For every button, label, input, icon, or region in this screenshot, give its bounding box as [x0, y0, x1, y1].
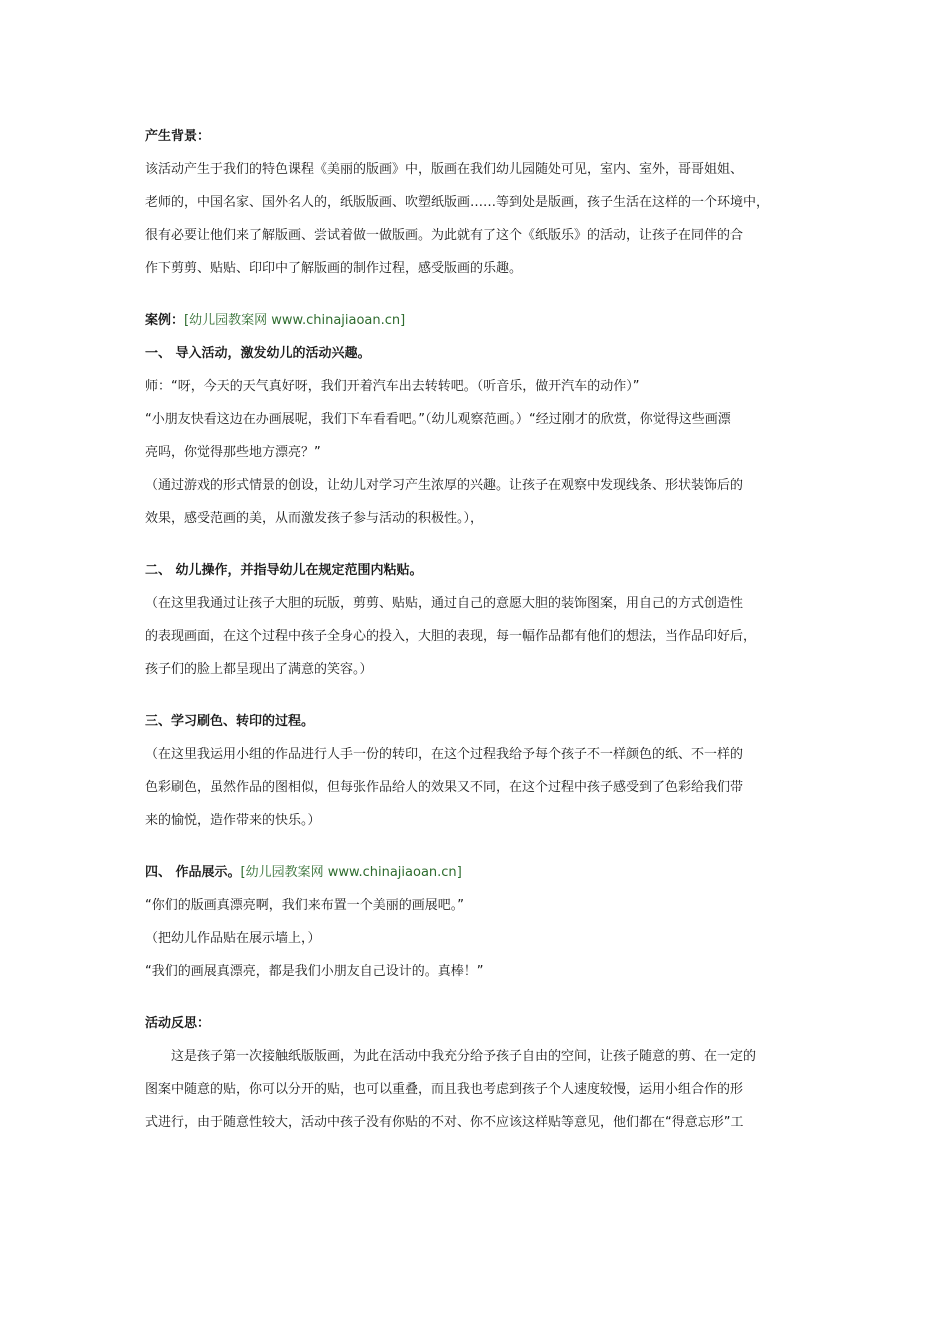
section3-line: （在这里我运用小组的作品进行人手一份的转印，在这个过程我给予每个孩子不一样颜色的纸、不一样的 — [145, 747, 744, 762]
case-heading — [145, 304, 810, 337]
background-line: 很有必要让他们来了解版画、尝试着做一做版画。为此就有了这个《纸版乐》的活动，让孩子在同伴的合 — [145, 228, 744, 243]
background-line: 该活动产生于我们的特色课程《美丽的版画》中，版画在我们幼儿园随处可见，室内、室外，哥哥姐姐、 — [145, 162, 744, 177]
case-link-open: [ — [184, 313, 190, 328]
section1-line: 亮吗，你觉得那些地方漂亮？” — [145, 445, 321, 460]
section4-line: “我们的画展真漂亮，都是我们小朋友自己设计的。真棒！” — [145, 964, 484, 979]
section4-link-open: [ — [240, 865, 246, 880]
section1-line: “小朋友快看这边在办画展呢，我们下车看看吧。”（幼儿观察范画。）“经过刚才的欣赏，你觉得这些画漂 — [145, 412, 731, 427]
section3-line: 色彩刷色，虽然作品的图相似，但每张作品给人的效果又不同，在这个过程中孩子感受到了色彩给我们带 — [145, 780, 744, 795]
section2-line: 的表现画面，在这个过程中孩子全身心的投入，大胆的表现，每一幅作品都有他们的想法，当作品印好后， — [145, 629, 757, 644]
section4-heading — [145, 856, 810, 889]
section1-line: 效果，感受范画的美，从而激发孩子参与活动的积极性。）， — [145, 511, 484, 526]
section4-line: （把幼儿作品贴在展示墙上，） — [145, 931, 321, 946]
background-title: 产生背景： — [145, 129, 211, 144]
section4-line: “你们的版画真漂亮啊，我们来布置一个美丽的画展吧。” — [145, 898, 464, 913]
reflection-title: 活动反思： — [145, 1016, 211, 1031]
section2-line: 孩子们的脸上都呈现出了满意的笑容。） — [145, 662, 373, 677]
background-line: 作下剪剪、贴贴、印印中了解版画的制作过程，感受版画的乐趣。 — [145, 261, 523, 276]
section3-title: 三、学习刷色、转印的过程。 — [145, 714, 315, 729]
section1-line: （通过游戏的形式情景的创设，让幼儿对学习产生浓厚的兴趣。让孩子在观察中发现线条、形状装饰后的 — [145, 478, 744, 493]
section4-title: 四、 作品展示。 — [145, 865, 241, 880]
case-label: 案例： — [145, 313, 185, 328]
section4-link-close: ] — [456, 865, 462, 880]
background-line: 老师的，中国名家、国外名人的，纸版版画、吹塑纸版画……等到处是版画，孩子生活在这样的一个环境中， — [145, 195, 770, 210]
section1-line: 师：“呀，今天的天气真好呀，我们开着汽车出去转转吧。（听音乐，做开汽车的动作）” — [145, 379, 640, 394]
case-link-url[interactable]: www.chinajiaoan.cn — [271, 313, 401, 328]
section3-line: 来的愉悦，造作带来的快乐。） — [145, 813, 321, 828]
section4-link-url[interactable]: www.chinajiaoan.cn — [327, 865, 457, 880]
document-page — [145, 120, 810, 1139]
section4-link-text[interactable]: 幼儿园教案网 — [245, 865, 324, 880]
section2-title: 二、 幼儿操作，并指导幼儿在规定范围内粘贴。 — [145, 563, 423, 578]
reflection-line: 式进行，由于随意性较大，活动中孩子没有你贴的不对、你不应该这样贴等意见，他们都在“得意忘形”工 — [145, 1115, 744, 1130]
section1-title: 一、 导入活动，激发幼儿的活动兴趣。 — [145, 346, 371, 361]
section2-line: （在这里我通过让孩子大胆的玩版，剪剪、贴贴，通过自己的意愿大胆的装饰图案，用自己的方式创造性 — [145, 596, 744, 611]
reflection-line: 图案中随意的贴，你可以分开的贴，也可以重叠，而且我也考虑到孩子个人速度较慢，运用小组合作的形 — [145, 1082, 744, 1097]
case-link-text[interactable]: 幼儿园教案网 — [189, 313, 268, 328]
reflection-line: 这是孩子第一次接触纸版版画，为此在活动中我充分给予孩子自由的空间，让孩子随意的剪、在一定的 — [171, 1049, 757, 1064]
case-link-close: ] — [400, 313, 406, 328]
